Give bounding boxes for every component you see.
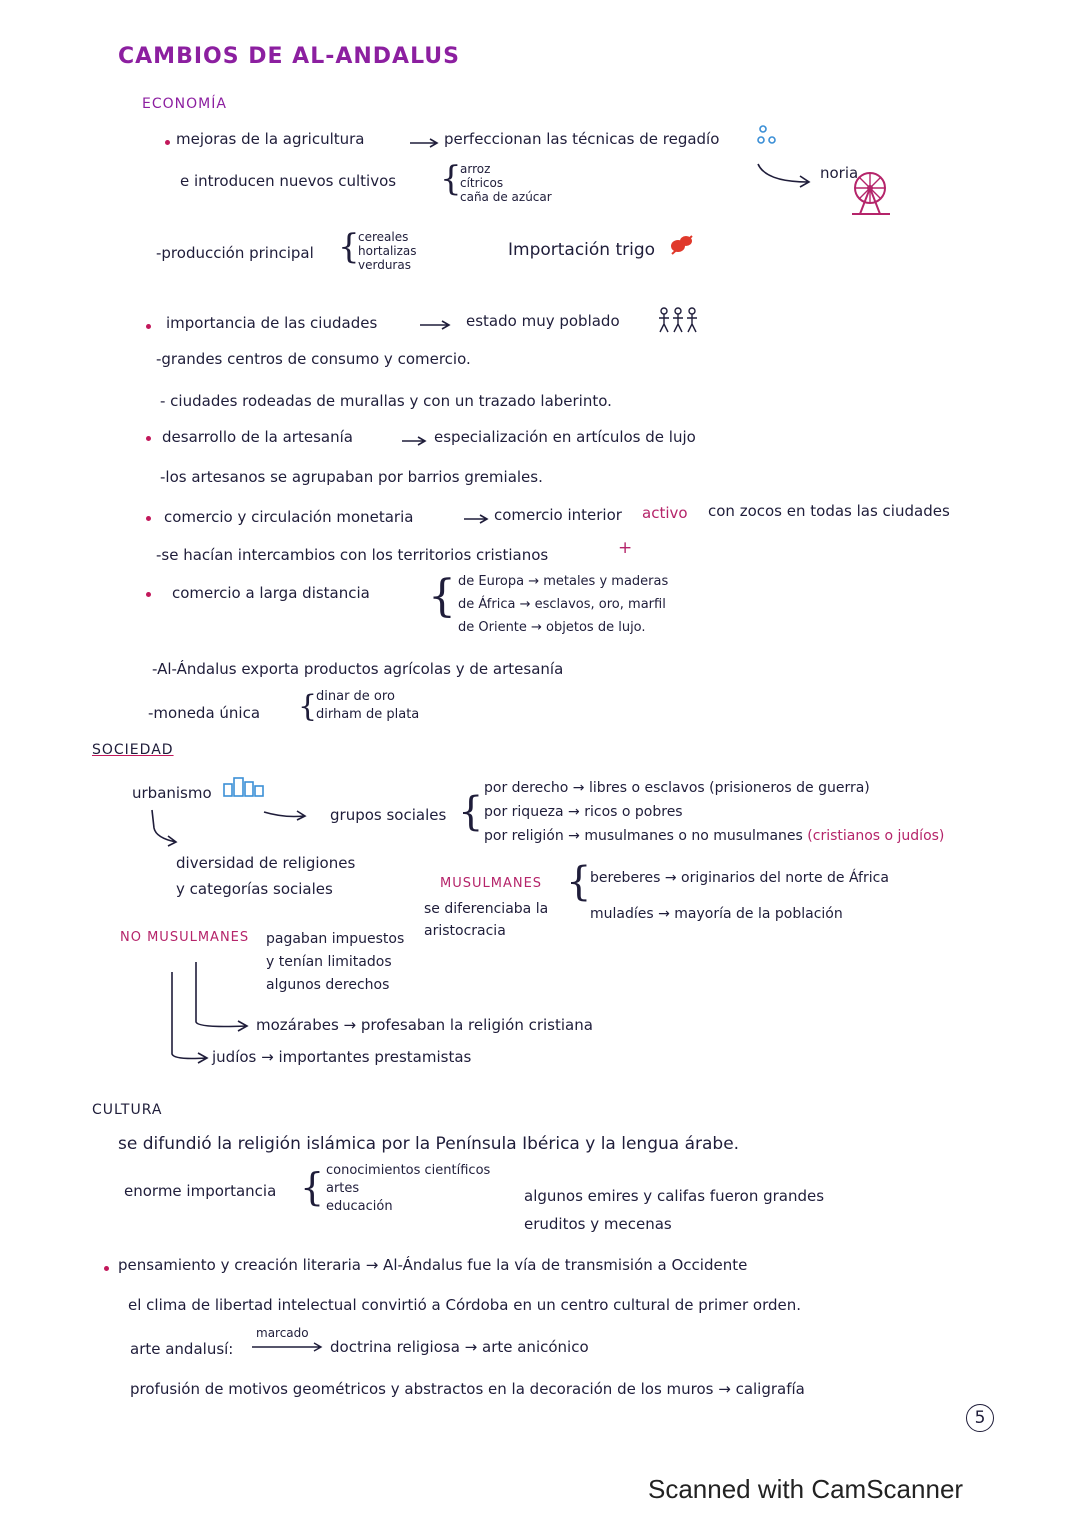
noria-label: noria [820, 164, 859, 182]
grupos-sociales: grupos sociales [330, 806, 447, 824]
diversidad [176, 850, 355, 902]
cultivos-list [460, 162, 552, 204]
musulmanes-sub-line: aristocracia [424, 923, 506, 939]
musulmanes-sub [424, 898, 548, 942]
no-mus-line: y tenían limitados [266, 954, 392, 970]
page-number: 5 [966, 1404, 994, 1432]
produccion-item: verduras [358, 258, 411, 272]
economia-b5-l1: -Al-Ándalus exporta productos agrícolas y de artesanía [152, 660, 564, 678]
economia-b3-arrow: especialización en artículos de lujo [434, 428, 696, 446]
grupo-item-note: (cristianos o judíos) [807, 828, 945, 844]
diversidad-line: y categorías sociales [176, 880, 333, 898]
brace: { [566, 859, 592, 905]
grupo-item: por derecho → libres o esclavos (prisioneros de guerra) [484, 780, 870, 796]
importancia-item: artes [326, 1181, 360, 1196]
arte-marcado: marcado [256, 1326, 309, 1340]
bullet [146, 436, 151, 441]
economia-b1: mejoras de la agricultura [176, 130, 365, 148]
economia-b1-arrow: perfeccionan las técnicas de regadío [444, 130, 720, 148]
produccion-list [358, 230, 417, 272]
grupo-item: por riqueza → ricos o pobres [484, 804, 683, 820]
brace: { [458, 789, 484, 835]
judios: judíos → importantes prestamistas [212, 1048, 472, 1066]
economia-b2: importancia de las ciudades [166, 314, 378, 332]
page-title: CAMBIOS DE AL-ANDALUS [118, 44, 461, 69]
cultivo-item: cítricos [460, 176, 504, 190]
cultura-l1: se difundió la religión islámica por la Península Ibérica y la lengua árabe. [118, 1134, 740, 1154]
economia-b4-d: con zocos en todas las ciudades [708, 502, 950, 520]
cultura-b1: pensamiento y creación literaria → Al-Ándalus fue la vía de transmisión a Occidente [118, 1256, 748, 1274]
economia-b3-l1: -los artesanos se agrupaban por barrios gremiales. [160, 468, 543, 486]
arte-andalusi: arte andalusí: [130, 1340, 234, 1358]
musulman-item: muladíes → mayoría de la población [590, 906, 843, 922]
economia-b4-a: comercio y circulación monetaria [164, 508, 414, 526]
bullet [146, 516, 151, 521]
bullet [146, 592, 151, 597]
camscanner-watermark: Scanned with CamScanner [648, 1474, 964, 1504]
economia-b2-arrow: estado muy poblado [466, 312, 620, 330]
moneda-list [316, 688, 419, 724]
musulmanes-list [590, 860, 889, 932]
curved-arrow-icon [756, 160, 816, 190]
arrow-icon [252, 1342, 324, 1352]
mozarabes: mozárabes → profesaban la religión cristiana [256, 1016, 593, 1034]
brace: { [300, 1165, 325, 1209]
moneda-item: dirham de plata [316, 707, 420, 722]
economia-b2-l1: -grandes centros de consumo y comercio. [156, 350, 471, 368]
city-icon [222, 776, 268, 798]
down-arrow-icon [148, 808, 188, 848]
arrow-icon [410, 138, 440, 148]
wheat-icon [668, 232, 698, 256]
brace: { [298, 689, 318, 724]
emires [524, 1182, 824, 1238]
brace: { [428, 571, 456, 622]
grupo-item-text: por religión → musulmanes o no musulmanes [484, 828, 803, 844]
economia-b1-line2: e introducen nuevos cultivos [180, 172, 397, 190]
diversidad-line: diversidad de religiones [176, 854, 356, 872]
economia-b3: desarrollo de la artesanía [162, 428, 353, 446]
noria-icon [846, 170, 896, 216]
arrow-icon [464, 514, 490, 524]
cultivo-item: arroz [460, 162, 491, 176]
bullet [165, 140, 170, 145]
origen-item: de Oriente → objetos de lujo. [458, 620, 646, 635]
economia-b2-l2: - ciudades rodeadas de murallas y con un trazado laberinto. [160, 392, 612, 410]
droplets-icon [756, 124, 780, 146]
no-musulmanes-text [266, 928, 404, 997]
musulmanes-heading: MUSULMANES [440, 876, 543, 891]
importacion-trigo: Importación trigo [508, 240, 656, 260]
moneda-unica: -moneda única [148, 704, 261, 722]
section-heading-cultura: CULTURA [92, 1102, 163, 1118]
economia-b4-b: comercio interior [494, 506, 622, 524]
cultura-l2: el clima de libertad intelectual convirtió a Córdoba en un centro cultural de primer orden. [128, 1296, 802, 1314]
bullet [104, 1266, 109, 1271]
economia-b4-c: activo [642, 504, 688, 522]
cultivo-item: caña de azúcar [460, 190, 552, 204]
economia-b5: comercio a larga distancia [172, 584, 370, 602]
importancia-item: conocimientos científicos [326, 1163, 491, 1178]
no-mus-line: pagaban impuestos [266, 931, 405, 947]
arrow-icon [264, 808, 310, 822]
cross-icon: + [618, 538, 633, 558]
people-icon [656, 306, 700, 336]
emires-line: algunos emires y califas fueron grandes [524, 1187, 825, 1205]
no-musulmanes-heading: NO MUSULMANES [120, 930, 250, 945]
musulmanes-sub-line: se diferenciaba la [424, 901, 549, 917]
produccion-principal: -producción principal [156, 244, 314, 262]
brace: { [338, 227, 360, 267]
produccion-item: hortalizas [358, 244, 417, 258]
brace: { [440, 159, 462, 199]
grupos-list [484, 776, 944, 848]
origen-item: de África → esclavos, oro, marfil [458, 597, 666, 612]
importancia-item: educación [326, 1199, 393, 1214]
emires-line: eruditos y mecenas [524, 1215, 672, 1233]
grupo-item [484, 824, 944, 848]
moneda-item: dinar de oro [316, 689, 395, 704]
section-heading-economia: ECONOMÍA [142, 96, 227, 112]
produccion-item: cereales [358, 230, 409, 244]
larga-distancia-list [458, 570, 668, 639]
no-mus-line: algunos derechos [266, 977, 390, 993]
bullet [146, 324, 151, 329]
importancia-list [326, 1162, 490, 1216]
urbanismo: urbanismo [132, 784, 212, 802]
cultura-l3: profusión de motivos geométricos y abstractos en la decoración de los muros → caligrafía [130, 1380, 805, 1398]
musulman-item: bereberes → originarios del norte de África [590, 870, 889, 886]
arrow-icon [420, 320, 452, 330]
section-heading-sociedad: SOCIEDAD [92, 742, 174, 758]
arte-arrow-text: doctrina religiosa → arte anicónico [330, 1338, 589, 1356]
enorme-importancia: enorme importancia [124, 1182, 277, 1200]
economia-b4-l1: -se hacían intercambios con los territorios cristianos [156, 546, 549, 564]
origen-item: de Europa → metales y maderas [458, 574, 669, 589]
arrow-icon [402, 436, 428, 446]
